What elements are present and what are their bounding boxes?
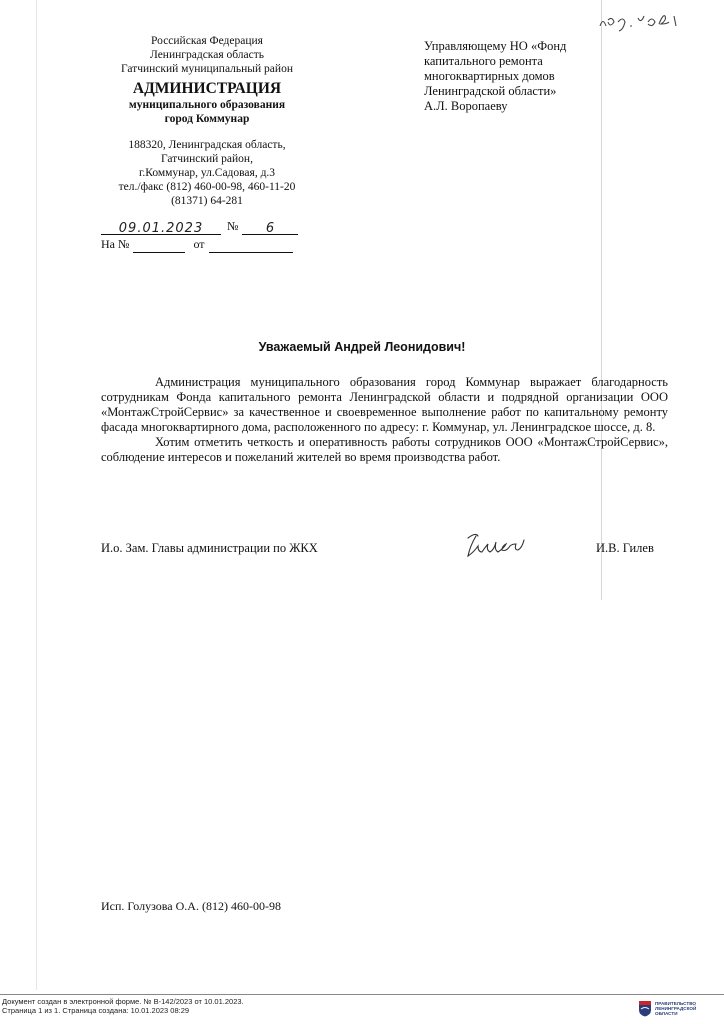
signatory-role: И.о. Зам. Главы администрации по ЖКХ	[101, 541, 318, 555]
sender-district: Гатчинский муниципальный район	[121, 63, 293, 75]
sender-country: Российская Федерация	[151, 35, 263, 47]
registration-number-label: №	[227, 219, 239, 233]
gov-logo-line: ЛЕНИНГРАДСКОЙ	[655, 1005, 697, 1011]
body-paragraph: Хотим отметить четкость и оперативность работы сотрудников ООО «МонтажСтройСервис», соблюдение интересов и пожеланий жителей во время производства работ.	[101, 435, 668, 464]
footer-divider	[0, 994, 724, 995]
reply-from-label: от	[193, 237, 205, 251]
registration-date: 09.01.2023	[101, 220, 221, 235]
registration-number: 6	[242, 220, 298, 235]
footer-stamp	[2, 997, 244, 1015]
sender-address-line: Гатчинский район,	[161, 153, 253, 165]
recipient-line: Ленинградской области»	[424, 84, 557, 98]
sender-region: Ленинградская область	[149, 49, 265, 61]
gov-logo-line: ПРАВИТЕЛЬСТВО	[655, 1000, 696, 1006]
recipient-line: Управляющему НО «Фонд	[424, 39, 567, 53]
sender-address-line: г.Коммунар, ул.Садовая, д.3	[138, 167, 276, 179]
sender-org-title: АДМИНИСТРАЦИЯ	[132, 80, 282, 97]
handwritten-corner-note	[596, 8, 686, 39]
sender-address-line: тел./факс (812) 460-00-98, 460-11-20	[118, 181, 296, 193]
letter-body	[101, 375, 668, 465]
coat-of-arms-icon	[638, 1000, 652, 1017]
recipient-line: капитального ремонта	[424, 54, 543, 68]
recipient-block	[424, 39, 624, 114]
registration-block	[101, 217, 311, 253]
government-logo	[638, 1000, 696, 1017]
sender-block	[92, 34, 322, 208]
signatory-name: И.В. Гилев	[596, 541, 654, 555]
left-margin-line	[36, 0, 37, 990]
sender-address-line: (81371) 64-281	[171, 195, 243, 207]
reply-number-label: На №	[101, 237, 130, 251]
sender-org-sub2: город Коммунар	[164, 113, 250, 125]
recipient-line: А.Л. Воропаеву	[424, 99, 508, 113]
sender-address-line: 188320, Ленинградская область,	[128, 139, 286, 151]
handwritten-signature	[462, 528, 542, 567]
footer-line-2: Страница 1 из 1. Страница создана: 10.01.2023 08:29	[2, 1006, 190, 1015]
footer-line-1: Документ создан в электронной форме. № В-142/2023 от 10.01.2023.	[2, 997, 244, 1006]
recipient-line: многоквартирных домов	[424, 69, 555, 83]
greeting: Уважаемый Андрей Леонидович!	[258, 340, 466, 354]
gov-logo-line: ОБЛАСТИ	[655, 1011, 678, 1017]
sender-org-sub1: муниципального образования	[128, 99, 286, 111]
body-paragraph: Администрация муниципального образования город Коммунар выражает благодарность сотрудникам Фонда капитального ремонта Ленинградской области и подрядной организации ООО «МонтажСтройСервис» за качественное и своевременное выполнение работ по капитальному ремонту фасада многоквартирного дома, расположенного по адресу: г. Коммунар, ул. Ленинградское шоссе, д. 8.	[101, 375, 668, 434]
executor-contact: Исп. Голузова О.А. (812) 460-00-98	[101, 899, 281, 913]
